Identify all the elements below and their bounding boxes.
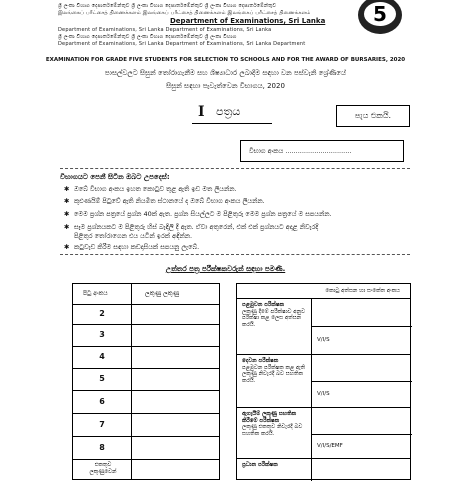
signature-code: V/I/S [317, 391, 330, 397]
table-row: 3 [73, 325, 219, 347]
department-name: Department of Examinations, Sri Lanka [170, 17, 326, 25]
star-icon: ✱ [64, 243, 70, 251]
table-row: 2 [73, 304, 219, 325]
index-number-field[interactable]: විභාග අංකය ................................ [240, 140, 404, 162]
examiner-table [236, 283, 411, 480]
header-line: இலங்கைப் பரீட்சைத் திணைக்களம் இலங்கைப் பரீட்சைத் திணைக்களம் இலங்கைப் பரீட்சைத் திணைக்களம் [58, 10, 311, 16]
divider [60, 168, 410, 170]
instruction-item-cont: පිළිතුර තෝරාගෙන එය යටින් ඉරක් අඳින්න. [74, 232, 193, 240]
total-label: එකතුව ලකුණුවෙන් [89, 462, 117, 475]
header-line: ශ්‍රී ලංකා විභාග දෙපාර්තමේන්තුව ශ්‍රී ලංකා විභාග දෙපාර්තමේන්තුව ශ්‍රී ලංකා විභාග [58, 34, 237, 40]
paper-label: පත්‍රය [216, 105, 241, 118]
marks-header: ලකුණු ලකුණු [145, 290, 180, 297]
instruction-item: ✱ මෙම ප්‍රශ්න පත්‍රයේ ප්‍රශ්න 40ක් ඇත. ප්‍රශ්න සියල්ලට ම පිළිතුරු මෙම ප්‍රශ්න පත්‍රයේ ම සපයන්න. [64, 210, 332, 218]
star-icon: ✱ [64, 197, 70, 205]
examiner-section: දෙවන පරීක්ෂක පළමුවන පරීක්ෂක කළ ඇති ලකුණු නිවැරදි බව සහතික කරයි. V/I/S [237, 355, 410, 408]
star-icon: ✱ [64, 185, 70, 193]
table-row: 8 [73, 437, 219, 460]
table-row: 4 [73, 347, 219, 369]
examiner-section-title: උත්තර පත්‍ර පරීක්ෂකවරුන් සඳහා පමණි. [165, 265, 286, 273]
marks-table-header [73, 284, 219, 305]
star-icon: ✱ [64, 223, 70, 231]
signature-code: V/I/S [317, 337, 330, 343]
instruction-item: ✱ කටුවැඩ කිරීම සඳහා කඩදාසියක් සපයනු ලැබේ. [64, 243, 200, 251]
table-row: 6 [73, 391, 219, 414]
examiner-section: පළමුවන පරීක්ෂක ලකුණු දීමේ පරීක්ෂාව අනුව පරීක්ෂා කළ ලෙස අත්සන කරයි. V/I/S [237, 299, 410, 355]
page-number-header: පිටු අංකය [83, 290, 108, 297]
paper-number: I [198, 104, 205, 120]
examiner-table-header: කොටු අත්සන හා සංකේත අංකය [237, 284, 410, 299]
exam-title-sinhala-2: සිසුන් සඳහා පැවැත්වෙන විභාගය, 2020 [166, 82, 285, 90]
table-row: 5 [73, 369, 219, 391]
exam-title-english: EXAMINATION FOR GRADE FIVE STUDENTS FOR SELECTION TO SCHOOLS AND FOR THE AWARD OF BURSARIES, 2020 [45, 57, 406, 63]
paper-underline [192, 123, 272, 124]
instruction-item: ✱ කුළුණයිම් පිටුවේ ඇති නියමිත ස්ථානයේ ද ඔබේ විභාග අංකය ලියන්න. [64, 197, 265, 205]
signature-code: V/I/S/EMF [317, 443, 343, 449]
marks-table [72, 283, 220, 480]
table-row: 7 [73, 414, 219, 437]
header-line: ශ්‍රී ලංකා විභාග දෙපාර්තමේන්තුව ශ්‍රී ලංකා විභාග දෙපාර්තමේන්තුව ශ්‍රී ලංකා විභාග දෙපාර්තමේන්තුව [58, 3, 277, 9]
examiner-section: ඇගැයීම් ලකුණු සහතික කිරීමේ පරීක්ෂක ලකුණු එකතුව නිවැරදි බව සහතික කරයි. V/I/S/EMF [237, 408, 410, 459]
instructions-title: විභාගයට පෙනී සිටින ඔබට උපදෙස්: [60, 173, 170, 181]
duration-box: පැය එකයි. [336, 105, 410, 127]
divider [60, 254, 410, 256]
header-line: Department of Examinations, Sri Lanka Department of Examinations, Sri Lanka [58, 27, 272, 33]
examiner-section: ප්‍රධාන පරීක්ෂක [242, 462, 278, 468]
grade-badge-number: 5 [364, 2, 396, 26]
instruction-item: ✱ සෑම ප්‍රශ්නයකට ම පිළිතුරු හිස් බැඳිලි දී ඇත. ඒවා අතුරෙන්, එක් එක් ප්‍රශ්නයට අදාළ නිවැරදි [64, 223, 319, 231]
header-line: Department of Examinations, Sri Lanka Department of Examinations, Sri Lanka Department [58, 41, 306, 47]
exam-title-sinhala-1: පාසල්වලට සිසුන් තෝරාගැනීම සහ ශිෂ්‍යාධාර ලබාදීම සඳහා වන පස්වැනි ශ්‍රේණියේ [104, 69, 347, 77]
instruction-item: ✱ ඔබේ විභාග අංකය ඉහත කොටුව තුළ ඇති ඉඩ මත ලියන්න. [64, 185, 237, 193]
star-icon: ✱ [64, 210, 70, 218]
